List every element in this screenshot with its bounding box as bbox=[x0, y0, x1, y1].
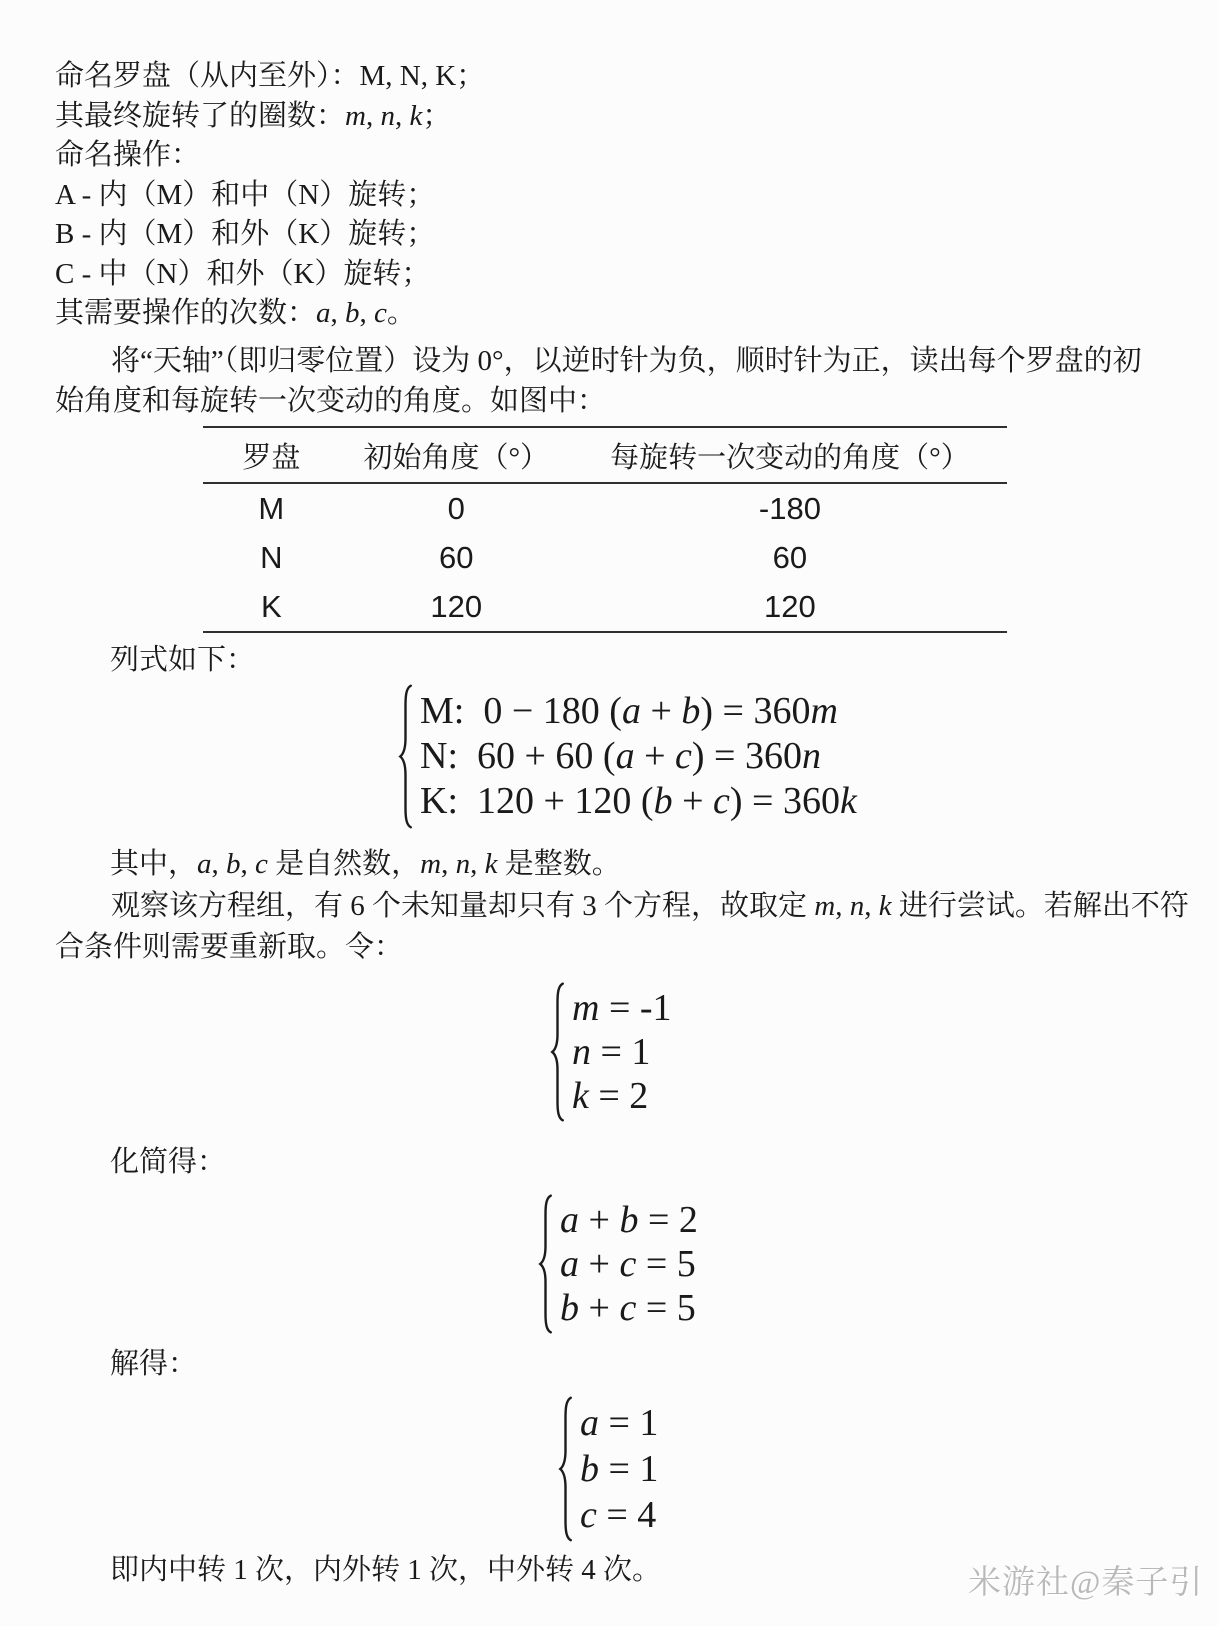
table-cell: M bbox=[258, 490, 285, 526]
observe-paragraph bbox=[55, 886, 1195, 968]
equation-system-assumption bbox=[550, 981, 672, 1123]
equation-rows bbox=[420, 689, 857, 824]
table-header-cell: 初始角度（°） bbox=[363, 441, 550, 474]
table-body bbox=[203, 483, 1007, 632]
equation-row: M: 0 − 180 (a + b) = 360m bbox=[420, 690, 838, 732]
setup-paragraph bbox=[55, 342, 1195, 421]
equation-row: b = 1 bbox=[580, 1448, 659, 1490]
equation-rows bbox=[560, 1198, 698, 1330]
equation-system-simplified bbox=[538, 1193, 698, 1335]
table-cell: 120 bbox=[764, 588, 816, 624]
paragraph-line: 观察该方程组，有 6 个未知量却只有 3 个方程，故取定 m, n, k 进行尝试。若解出不符 bbox=[111, 890, 1189, 922]
intro-line: 其需要操作的次数：a, b, c。 bbox=[55, 297, 416, 329]
table-row bbox=[203, 427, 1007, 483]
table-row bbox=[203, 533, 1007, 582]
equation-row: b + c = 5 bbox=[560, 1287, 696, 1329]
table-header-cell: 每旋转一次变动的角度（°） bbox=[610, 441, 970, 474]
curly-brace-icon bbox=[398, 683, 413, 830]
intro-line: B - 内（M）和外（K）旋转； bbox=[55, 218, 436, 250]
equation-rows bbox=[580, 1400, 658, 1538]
curly-brace-icon bbox=[550, 981, 565, 1123]
table-cell: 60 bbox=[772, 539, 808, 575]
table-row bbox=[203, 483, 1007, 533]
paragraph-line: 将“天轴”（即归零位置）设为 0°，以逆时针为负，顺时针为正，读出每个罗盘的初 bbox=[111, 345, 1142, 377]
table-cell: K bbox=[260, 588, 282, 624]
table-cell: 60 bbox=[439, 539, 474, 575]
equation-row: c = 4 bbox=[580, 1494, 657, 1536]
table-cell: 120 bbox=[430, 588, 483, 624]
equations-intro-label: 列式如下： bbox=[110, 644, 256, 676]
equation-row: N: 60 + 60 (a + c) = 360n bbox=[420, 735, 821, 777]
equation-rows bbox=[572, 986, 672, 1118]
curly-brace-icon bbox=[558, 1395, 573, 1543]
intro-section bbox=[55, 57, 485, 334]
equation-row: a + c = 5 bbox=[560, 1243, 696, 1285]
curly-brace-icon bbox=[538, 1193, 553, 1335]
intro-line: C - 中（N）和外（K）旋转； bbox=[55, 257, 431, 290]
table-row bbox=[203, 582, 1007, 632]
paragraph-line: 合条件则需要重新取。令： bbox=[55, 931, 404, 963]
simplify-label: 化简得： bbox=[110, 1146, 227, 1178]
equation-row: m = -1 bbox=[572, 987, 672, 1029]
table-cell: N bbox=[260, 539, 283, 575]
equation-row: a = 1 bbox=[580, 1402, 659, 1444]
table-header-row bbox=[203, 427, 1007, 483]
equation-system-solution bbox=[558, 1395, 658, 1543]
table-cell: -180 bbox=[758, 490, 821, 526]
watermark: 米游社@秦子引 bbox=[968, 1565, 1204, 1601]
equation-row: k = 2 bbox=[572, 1075, 649, 1117]
solve-label: 解得： bbox=[110, 1348, 198, 1380]
compass-angle-table bbox=[203, 426, 1007, 633]
equation-system-main bbox=[398, 683, 857, 830]
intro-line: A - 内（M）和中（N）旋转； bbox=[55, 178, 436, 211]
equation-row: K: 120 + 120 (b + c) = 360k bbox=[420, 780, 857, 822]
intro-line: 命名操作： bbox=[55, 139, 201, 171]
intro-line: 命名罗盘（从内至外）：M, N, K； bbox=[55, 60, 486, 92]
equation-row: n = 1 bbox=[572, 1031, 651, 1073]
paragraph-line: 始角度和每旋转一次变动的角度。如图中： bbox=[55, 384, 607, 417]
equation-row: a + b = 2 bbox=[560, 1199, 698, 1241]
table-header-cell: 罗盘 bbox=[242, 441, 301, 474]
table-cell: 0 bbox=[447, 490, 465, 526]
intro-line: 其最终旋转了的圈数：m, n, k； bbox=[55, 99, 452, 132]
conclusion-line: 即内中转 1 次，内外转 1 次，中外转 4 次。 bbox=[110, 1554, 662, 1586]
note-line: 其中，a, b, c 是自然数，m, n, k 是整数。 bbox=[110, 848, 621, 880]
